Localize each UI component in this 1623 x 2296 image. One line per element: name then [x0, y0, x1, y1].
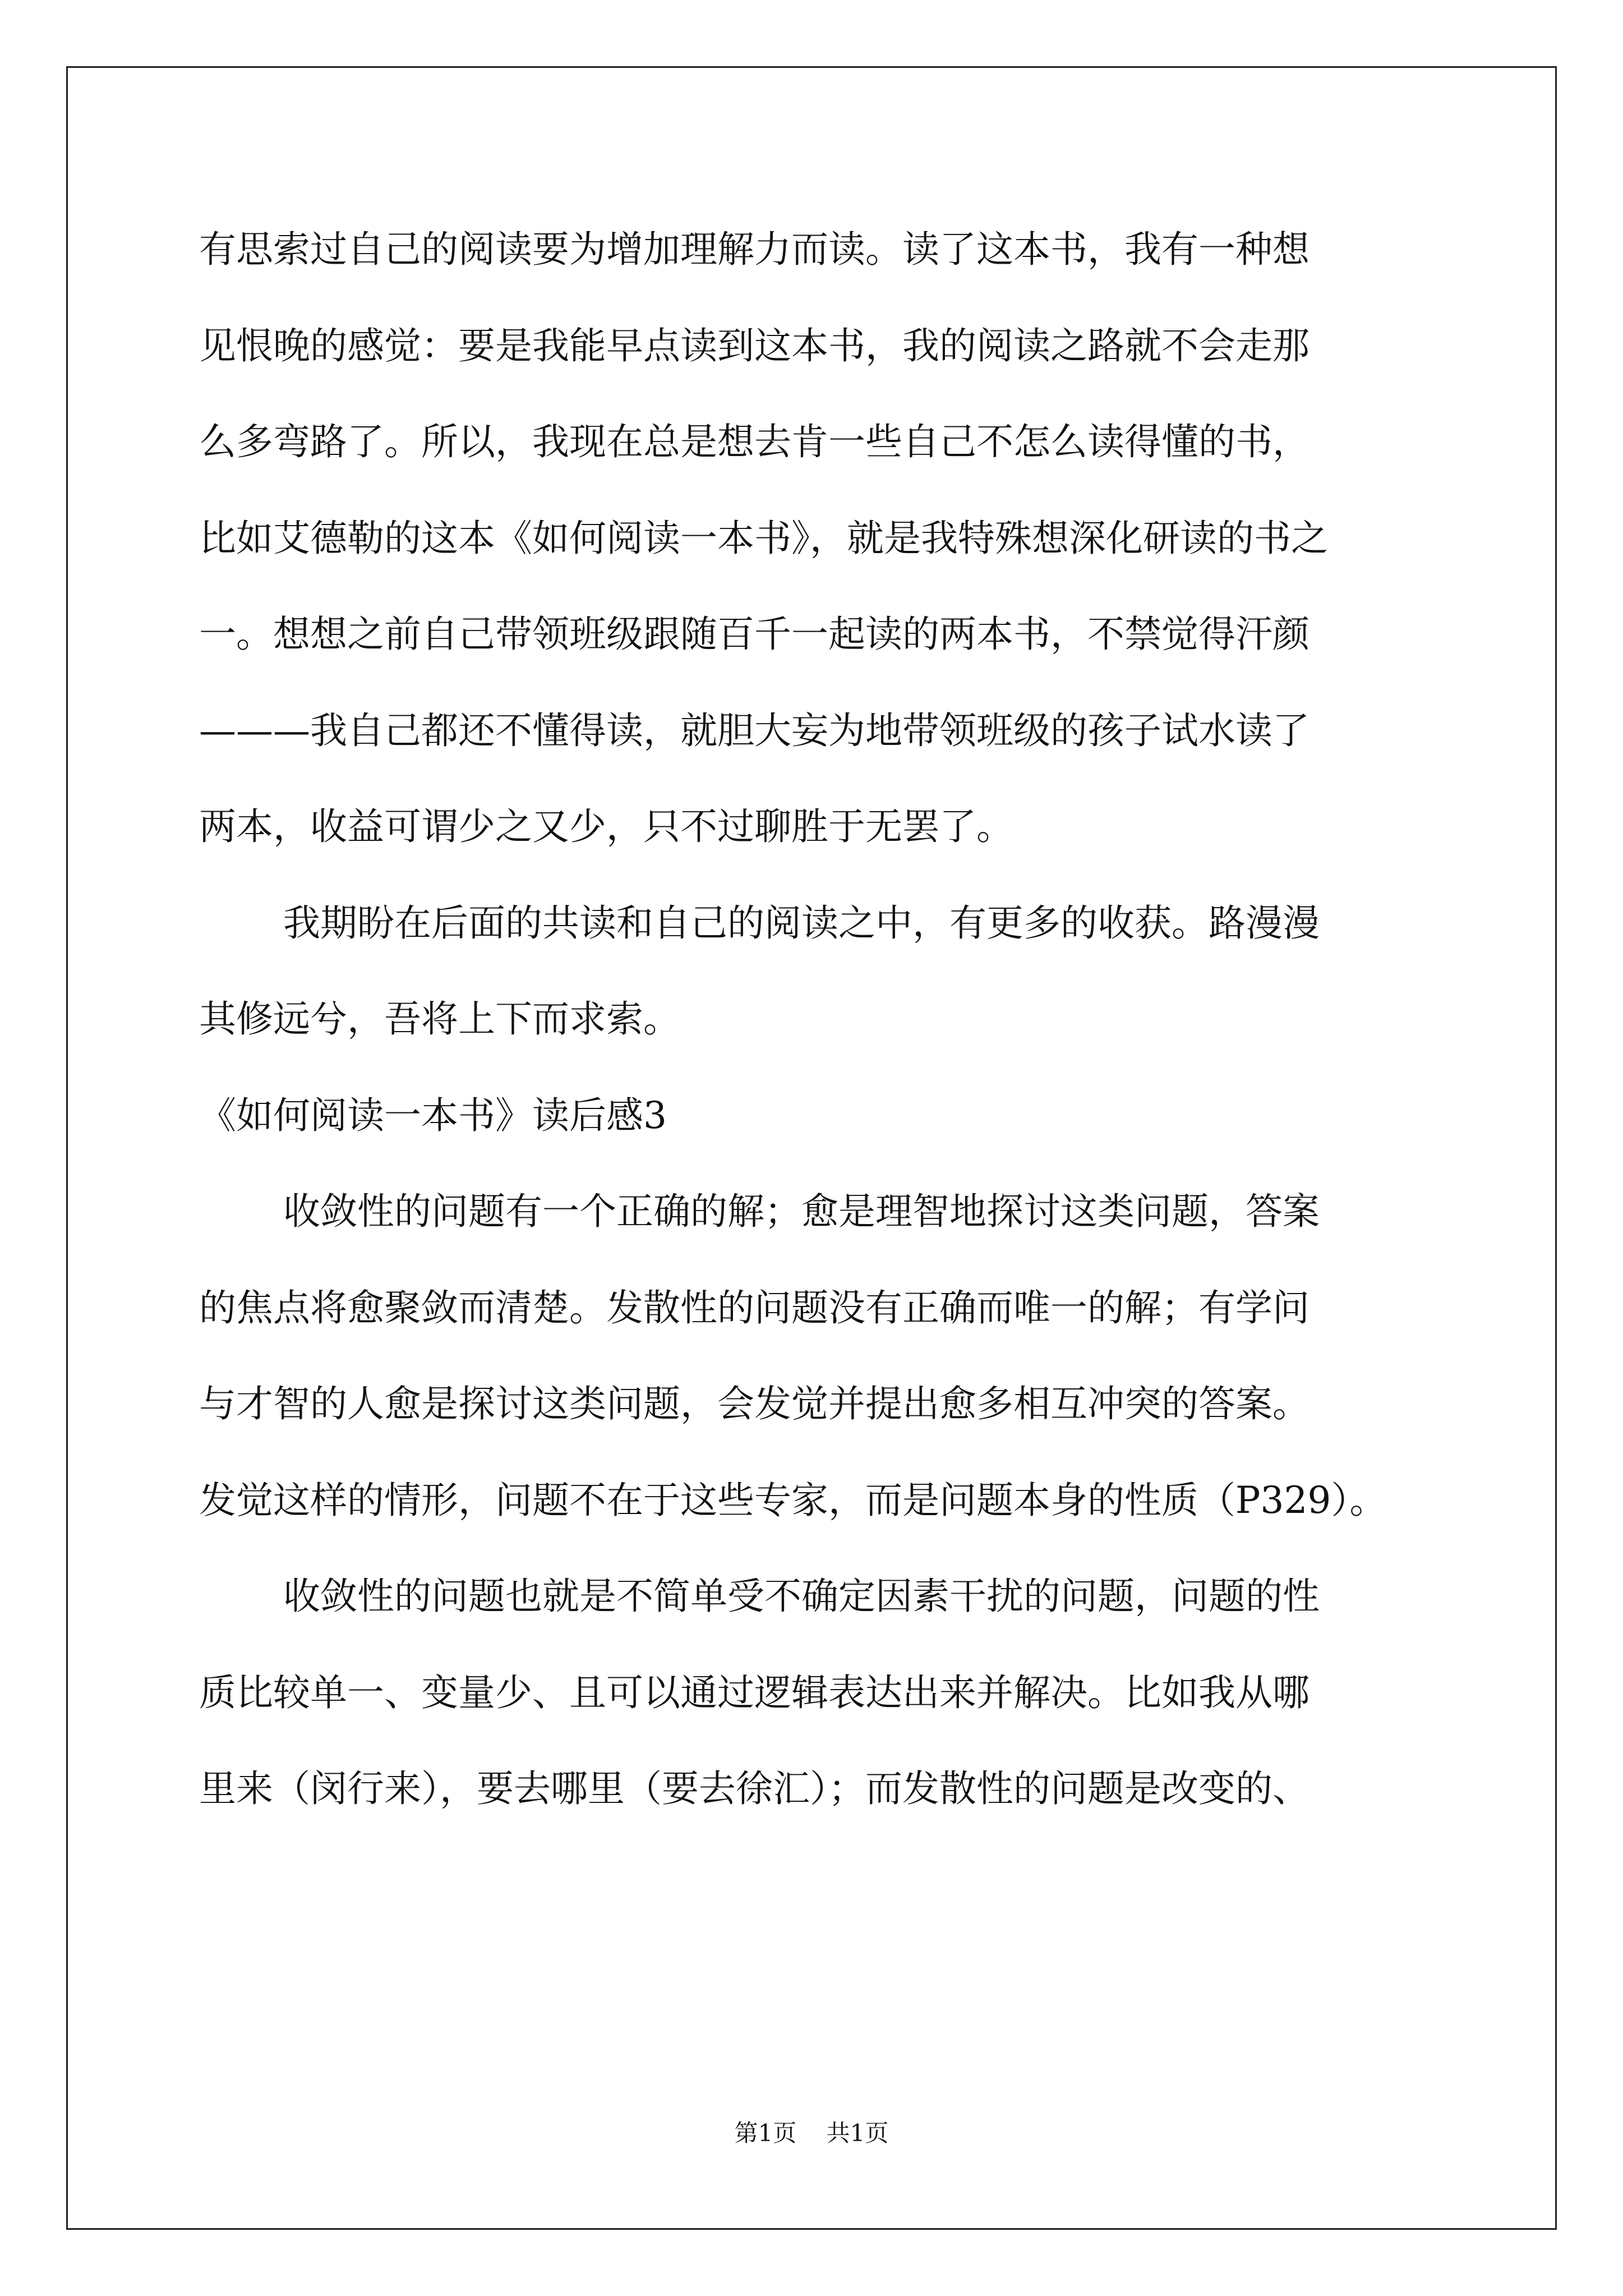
text-line: 见恨晚的感觉：要是我能早点读到这本书，我的阅读之路就不会走那	[199, 324, 1310, 367]
text-line: 有思索过自己的阅读要为增加理解力而读。读了这本书，我有一种想	[199, 228, 1310, 271]
page-border	[66, 66, 1557, 2230]
text-line: 其修远兮，吾将上下而求索。	[199, 997, 680, 1041]
text-line: 两本，收益可谓少之又少，只不过聊胜于无罢了。	[199, 805, 1013, 848]
text-line: 一。想想之前自己带领班级跟随百千一起读的两本书，不禁觉得汗颜	[199, 613, 1310, 656]
text-line: 比如艾德勒的这本《如何阅读一本书》，就是我特殊想深化研读的书之	[199, 517, 1328, 560]
paragraph-first-line: 收敛性的问题也就是不简单受不确定因素干扰的问题，问题的性	[283, 1575, 1320, 1618]
text-line: 么多弯路了。所以，我现在总是想去肯一些自己不怎么读得懂的书，	[199, 420, 1310, 463]
paragraph-first-line: 我期盼在后面的共读和自己的阅读之中，有更多的收获。路漫漫	[283, 901, 1320, 945]
text-line: 发觉这样的情形，问题不在于这些专家，而是问题本身的性质（P329）。	[199, 1479, 1387, 1522]
section-heading: 《如何阅读一本书》读后感3	[199, 1094, 667, 1137]
page-footer: 第1页 共1页	[734, 2119, 889, 2147]
text-line: 质比较单一、变量少、且可以通过逻辑表达出来并解决。比如我从哪	[199, 1671, 1310, 1714]
text-line: 的焦点将愈聚敛而清楚。发散性的问题没有正确而唯一的解；有学问	[199, 1286, 1310, 1329]
text-line: 里来（闵行来），要去哪里（要去徐汇）；而发散性的问题是改变的、	[199, 1767, 1310, 1810]
text-line: 与才智的人愈是探讨这类问题，会发觉并提出愈多相互冲突的答案。	[199, 1382, 1310, 1425]
paragraph-first-line: 收敛性的问题有一个正确的解；愈是理智地探讨这类问题，答案	[283, 1190, 1320, 1233]
text-line: ———我自己都还不懂得读，就胆大妄为地带领班级的孩子试水读了	[199, 709, 1310, 752]
